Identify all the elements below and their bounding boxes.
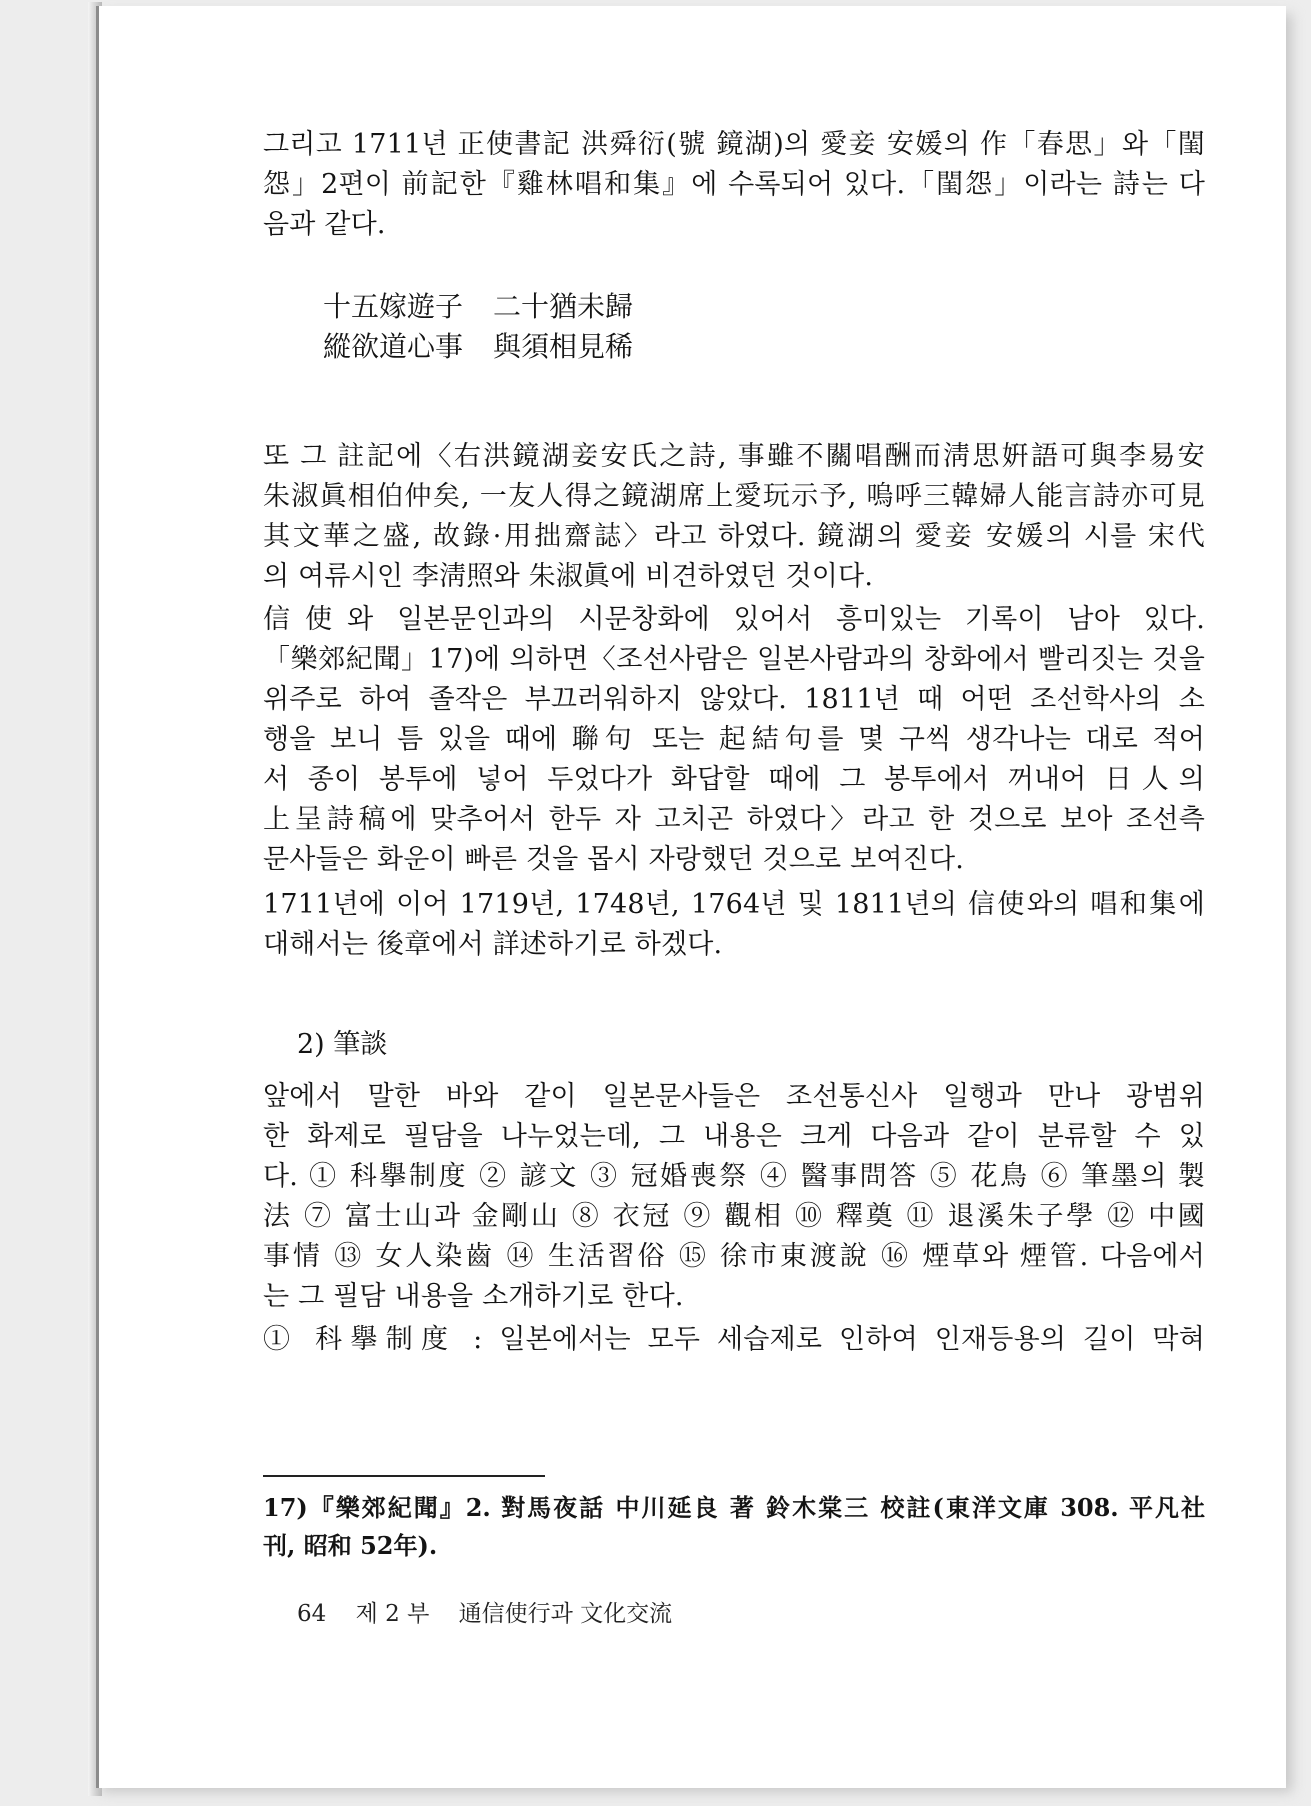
poem-line bbox=[323, 327, 633, 367]
body-line: 행을 보니 틈 있을 때에 聯句 또는 起結句를 몇 구씩 생각나는 대로 적어 bbox=[263, 724, 1205, 755]
body-line: 1711년에 이어 1719년, 1748년, 1764년 및 1811년의 信使와의 唱和集에 bbox=[263, 889, 1205, 920]
body-line: 는 그 필담 내용을 소개하기로 한다. bbox=[263, 1281, 684, 1312]
body-line: 怨」2편이 前記한『雞林唱和集』에 수록되어 있다.「閨怨」이라는 詩는 다 bbox=[263, 169, 1205, 200]
body-line: 음과 같다. bbox=[263, 209, 386, 240]
poem-line bbox=[323, 287, 633, 327]
body-line: 위주로 하여 졸작은 부끄러워하지 않았다. 1811년 때 어떤 조선학사의 소 bbox=[263, 684, 1205, 715]
body-line: 事情 ⑬ 女人染齒 ⑭ 生活習俗 ⑮ 徐市東渡說 ⑯ 煙草와 煙管. 다음에서 bbox=[263, 1241, 1205, 1272]
footnote-line: 刊, 昭和 52年). bbox=[263, 1531, 438, 1560]
body-line: 다. ① 科擧制度 ② 諺文 ③ 冠婚喪祭 ④ 醫事問答 ⑤ 花鳥 ⑥ 筆墨의 製 bbox=[263, 1161, 1205, 1192]
section-heading: 2) 筆談 bbox=[297, 1029, 388, 1060]
body-line: ① 科擧制度 : 일본에서는 모두 세습제로 인하여 인재등용의 길이 막혀 bbox=[263, 1324, 1205, 1355]
footnote-divider bbox=[263, 1475, 545, 1477]
body-line: 其文華之盛, 故錄·用拙齋誌〉라고 하였다. 鏡湖의 愛妾 安媛의 시를 宋代 bbox=[263, 521, 1205, 552]
poem-verse: 十五嫁遊子 bbox=[323, 290, 464, 323]
chapter-title: 通信使行과 文化交流 bbox=[458, 1601, 673, 1627]
page-number: 64 bbox=[297, 1601, 327, 1627]
poem-verse: 二十猶未歸 bbox=[493, 290, 634, 323]
body-line: 의 여류시인 李淸照와 朱淑眞에 비견하였던 것이다. bbox=[263, 561, 874, 592]
body-line: 앞에서 말한 바와 같이 일본문사들은 조선통신사 일행과 만나 광범위 bbox=[263, 1081, 1205, 1112]
body-line: 대해서는 後章에서 詳述하기로 하겠다. bbox=[263, 929, 723, 960]
body-line: 朱淑眞相伯仲矣, 一友人得之鏡湖席上愛玩示予, 嗚呼三韓婦人能言詩亦可見 bbox=[263, 481, 1205, 512]
poem-verse: 縱欲道心事 bbox=[323, 330, 464, 363]
running-footer bbox=[297, 1597, 694, 1631]
body-line: 그리고 1711년 正使書記 洪舜衍(號 鏡湖)의 愛妾 安媛의 作「春思」와「閨 bbox=[263, 129, 1205, 160]
body-line: 信使와 일본문인과의 시문창화에 있어서 흥미있는 기록이 남아 있다. bbox=[263, 604, 1205, 635]
body-line: 上呈詩稿에 맞추어서 한두 자 고치곤 하였다〉라고 한 것으로 보아 조선측 bbox=[263, 804, 1205, 835]
footnote-line: 17)『樂郊紀聞』2. 對馬夜話 中川延良 著 鈴木棠三 校註(東洋文庫 308. 平凡社 bbox=[263, 1493, 1205, 1522]
part-label: 제 2 부 bbox=[355, 1601, 430, 1627]
poem-verse: 與須相見稀 bbox=[493, 330, 634, 363]
body-line: 法 ⑦ 富士山과 金剛山 ⑧ 衣冠 ⑨ 觀相 ⑩ 釋奠 ⑪ 退溪朱子學 ⑫ 中國 bbox=[263, 1201, 1205, 1232]
body-line: 문사들은 화운이 빠른 것을 몹시 자랑했던 것으로 보여진다. bbox=[263, 844, 965, 875]
body-line: 서 종이 봉투에 넣어 두었다가 화답할 때에 그 봉투에서 꺼내어 日人의 bbox=[263, 764, 1205, 795]
document-page bbox=[96, 6, 1286, 1788]
body-line: 한 화제로 필담을 나누었는데, 그 내용은 크게 다음과 같이 분류할 수 있 bbox=[263, 1121, 1205, 1152]
body-line: 또 그 註記에〈右洪鏡湖妾安氏之詩, 事雖不關唱酬而淸思姸語可與李易安 bbox=[263, 441, 1205, 472]
body-line: 「樂郊紀聞」17)에 의하면〈조선사람은 일본사람과의 창화에서 빨리짓는 것을 bbox=[263, 644, 1205, 675]
